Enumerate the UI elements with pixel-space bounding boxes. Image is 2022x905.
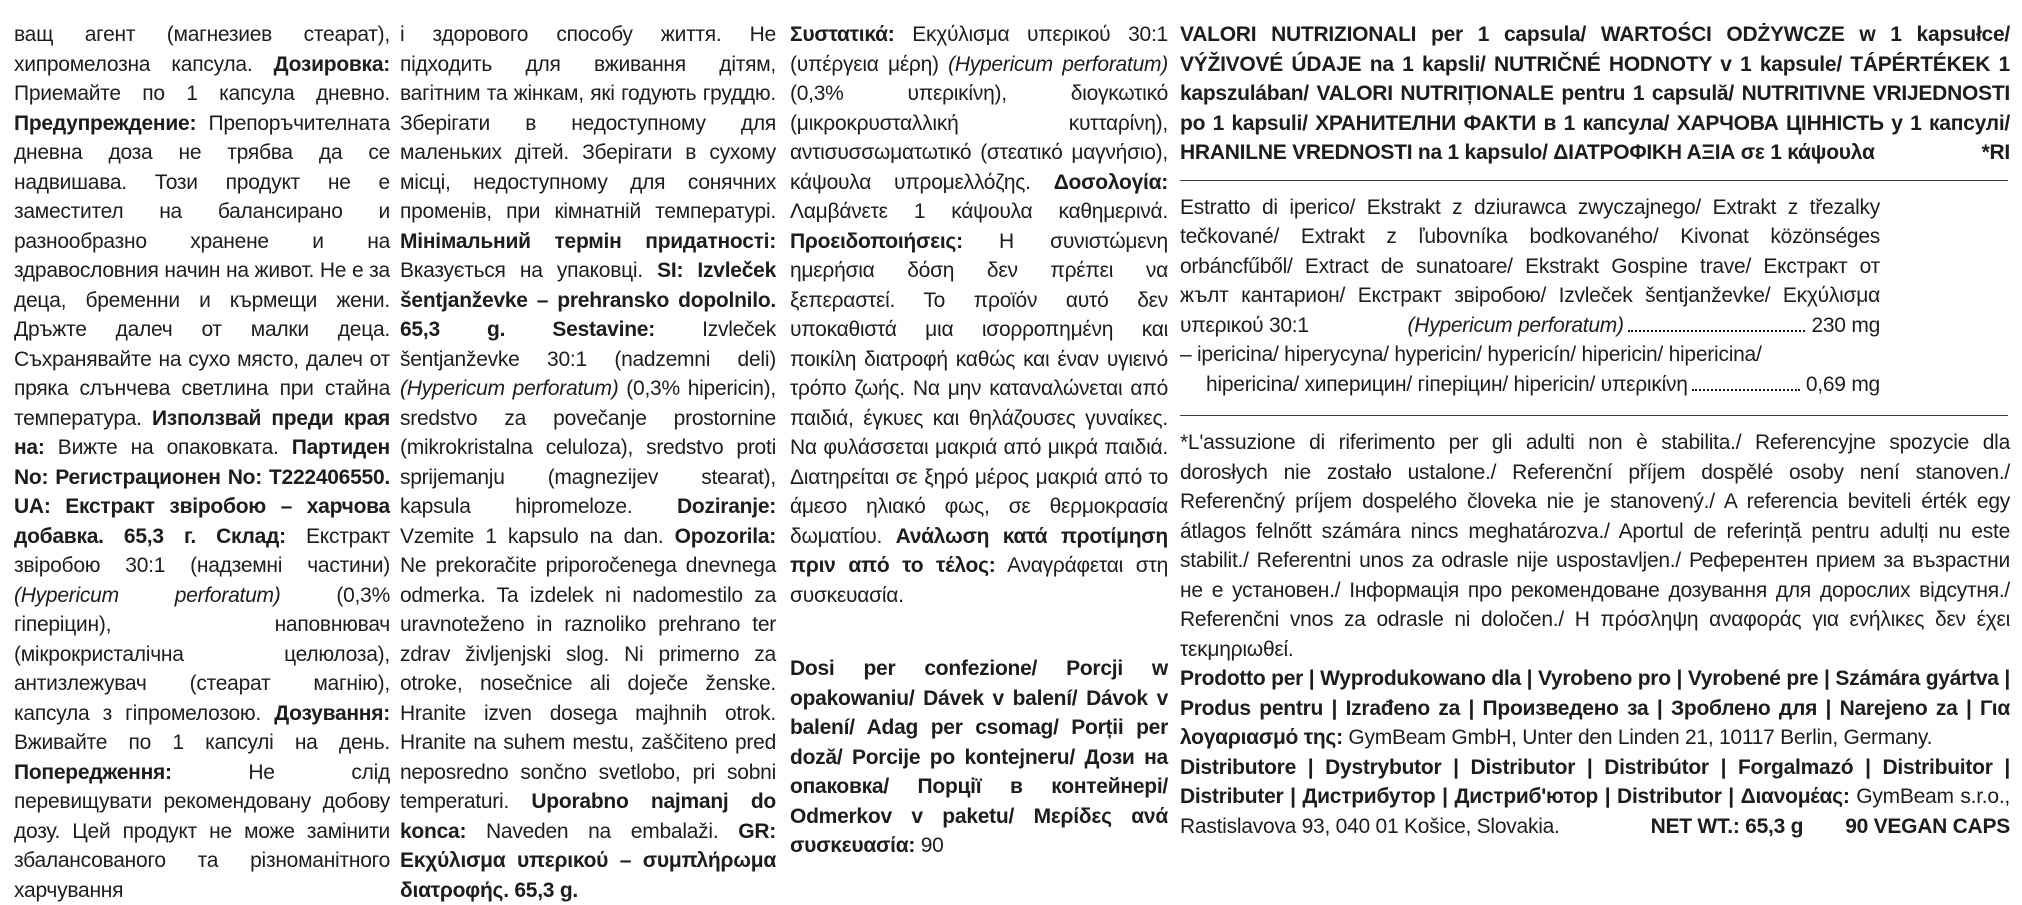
nutrition-table xyxy=(1180,193,1880,400)
leader-dots xyxy=(1628,330,1806,332)
col3a-segment: Συστατικά: xyxy=(790,23,895,46)
column-3-text xyxy=(790,20,1168,610)
distributor-address: GymBeam s.r.o., Rastislavova 93, 040 01 Košice, Slovakia. xyxy=(1180,785,2010,838)
col2-segment: (0,3% hipericin), sredstvo za povečanje prostornine (mikrokristalna celuloza), sredstvo proti sprijemanju (magnezijev stearat), kapsula hipromeloze. xyxy=(400,377,776,518)
col3b-segment: Dosi per confezione/ Porcji w opakowaniu/ Dávek v balení/ Dávok v balení/ Adag per csomag/ Porții per doză/ Porcije po kontejneru/ Дози на опаковка/ Порції в контейнері/ Odmerkov v paketu/ Μερίδες ανά συσκευασία: xyxy=(790,657,1168,857)
col3b-segment: 90 xyxy=(915,834,944,857)
column-ukrainian-slovenian xyxy=(400,20,776,905)
col1-segment: (Hypericum perforatum) xyxy=(14,583,281,607)
distributor-label: Distributore | Dystrybutor | Distributor | Distribútor | Forgalmazó | Distribuitor | Distributer | Дистрибутор | Дистриб'ютор | Distributor | Διανομέας: xyxy=(1180,755,2010,808)
col1-segment: Партиден No: Регистрационен No: T222406550. UA: Екстракт звіробою – харчова добавка. 65,3 г. Склад: xyxy=(14,436,390,548)
hypericin-value-row xyxy=(1180,370,1880,400)
col3a-segment: Εκχύλισμα υπερικού 30:1 (υπέργεια μέρη) xyxy=(790,23,1168,76)
col3a-segment: Ανάλωση κατά προτίμηση πριν από το τέλος: xyxy=(790,524,1168,577)
col2-segment: Ne prekoračite priporočenega dnevnega odmerka. Ta izdelek ni nadomestilo za uravnoteženo in raznoliko prehrano ter zdrav življenjski slog. Ni primerno za otroke, nosečnice ali doječe ženske. Hranite izven dosega majhnih otrok. Hranite na suhem mestu, zaščiteno pred neposredno sončno svetlobo, pri sobni temperaturi. xyxy=(400,554,776,813)
hypericin-row xyxy=(1180,340,1880,370)
col1-segment: Дозировка: xyxy=(273,52,390,76)
col1-segment: ващ агент (магнезиев стеарат), хипромелозна капсула. xyxy=(14,23,390,76)
extract-latin: (Hypericum perforatum) xyxy=(1407,313,1624,337)
col2-segment: Вказується на упаковці. xyxy=(400,259,658,282)
producer-label: Prodotto per | Wyprodukowano dla | Vyrobeno pro | Vyrobené pre | Számára gyártva | Produs pentru | Izrađeno za | Произведено за | Зроблено для | Narejeno za | Για λογαριασμό της: xyxy=(1180,667,2010,749)
col1-segment: Приемайте по 1 капсула дневно. xyxy=(14,82,390,105)
producer-info xyxy=(1180,664,2010,753)
col1-segment: Използвай преди края на: xyxy=(14,406,390,459)
column-2-text xyxy=(400,23,776,902)
hypericin-amount: 0,69 mg xyxy=(1805,372,1880,396)
col1-segment: Вижте на опаковката. xyxy=(44,436,292,459)
col2-segment: Naveden na embalaži. xyxy=(466,819,739,843)
nutrition-header xyxy=(1180,20,2010,168)
reference-intake-label: *RI xyxy=(1981,141,2010,164)
capsule-count: 90 VEGAN CAPS xyxy=(1845,814,2010,838)
col2-segment: (Hypericum perforatum) xyxy=(400,377,619,400)
col3a-segment: Λαμβάνετε 1 κάψουλα καθημερινά. xyxy=(790,200,1168,223)
col3a-segment: Προειδοποιήσεις: xyxy=(790,229,963,253)
divider-top xyxy=(1180,180,2008,181)
col3a-segment: Δοσολογία: xyxy=(1053,170,1168,194)
col1-segment: Дозування: xyxy=(274,701,390,725)
col2-segment: Vzemite 1 kapsulo na dan. xyxy=(400,524,675,548)
producer-address: GymBeam GmbH, Unter den Linden 21, 10117 Berlin, Germany. xyxy=(1342,726,1933,749)
col3a-segment: Αναγράφεται στη συσκευασία. xyxy=(790,554,1168,607)
hypericin-name-2: hipericina/ хиперицин/ гіперіцин/ hipericin/ υπερικίνη xyxy=(1206,372,1688,396)
leader-dots xyxy=(1692,389,1800,391)
col3a-segment: (Hypericum perforatum) xyxy=(948,52,1168,76)
extract-name: Estratto di iperico/ Ekstrakt z dziurawca zwyczajnego/ Extrakt z třezalky tečkované/ Extrakt z ľubovníka bodkovaného/ Kivonat közönséges orbáncfűből/ Extract de sunatoare/ Ekstrakt Gospine trave/ Екстракт от жълт кантарион/ Екстракт звіробою/ Izvleček šentjanževke/ Εκχύλισμα υπερικού 30:1 xyxy=(1180,195,1880,337)
col2-segment: і здорового способу життя. Не підходить для вживання дітям, вагітним та жінкам, які годують груддю. Зберігати в недоступному для маленьких дітей. Зберігати в сухому місці, недоступному для сонячних променів, при кімнатній температурі. xyxy=(400,23,776,223)
col1-segment: Попередження: xyxy=(14,760,172,784)
hypericin-name-1: – ipericina/ hiperycyna/ hypericin/ hypericín/ hipericin/ hipericina/ xyxy=(1180,343,1762,366)
col2-segment: Izvleček šentjanževke 30:1 (nadzemni deli) xyxy=(400,318,776,371)
extract-amount: 230 mg xyxy=(1811,313,1880,337)
column-1-text xyxy=(14,23,390,902)
nutrition-header-text: VALORI NUTRIZIONALI per 1 capsula/ WARTOŚCI ODŻYWCZE w 1 kapsułce/ VÝŽIVOVÉ ÚDAJE na 1 kapsli/ NUTRIČNÉ HODNOTY v 1 kapsule/ TÁPÉRTÉKEK 1 kapszulában/ VALORI NUTRIȚIONALE pentru 1 capsulă/ NUTRITIVNE VRIJEDNOSTI po 1 kapsuli/ ХРАНИТЕЛНИ ФАКТИ в 1 капсула/ ХАРЧОВА ЦІННІСТЬ у 1 капсулі/ HRANILNE VREDNOSTI na 1 kapsulo/ ΔΙΑΤΡΟΦΙΚΗ ΑΞΙΑ σε 1 κάψουλα xyxy=(1180,23,2010,164)
col2-segment: Opozorila: xyxy=(674,524,776,548)
column-nutrition xyxy=(1180,20,2010,841)
divider-bottom xyxy=(1180,415,2008,416)
col1-segment: (0,3% гіперіцин), наповнювач (мікрокристалічна целюлоза), антизлежувач (стеарат магнію), капсула з гіпромелозою. xyxy=(14,583,390,725)
col2-segment: GR: Εκχύλισμα υπερικού – συμπλήρωμα διατροφής. 65,3 g. xyxy=(400,819,776,902)
net-weight: NET WT.: 65,3 g xyxy=(1650,814,1804,838)
col2-segment: Мінімальний термін придатності: xyxy=(400,229,776,253)
reference-note: *L'assuzione di riferimento per gli adulti non è stabilita./ Referencyjne spozycie dla dorosłych nie zostało ustalone./ Referenční příjem dospělé osoby není stanoven./ Referenčný príjem dospelého človeka nie je stanovený./ A referencia beviteli érték egy átlagos felnőtt számára nincs meghatározva./ Aportul de referință pentru adulți nu este stabilit./ Referentni unos za odrasle nije uspostavljen./ Референтен прием за възрастни не е установен./ Інформація про рекомендоване дозування для дорослих відсутня./ Referenčni vnos za odrasle ni določen./ Η πρόσληψη αναφοράς για ενήλικες δεν έχει τεκμηριωθεί. xyxy=(1180,431,2010,661)
col2-segment: SI: Izvleček šentjanževke – prehransko dopolnilo. 65,3 g. Sestavine: xyxy=(400,259,776,341)
col1-segment: Вживайте по 1 капсулі на день. xyxy=(14,731,390,754)
col3a-segment: (0,3% υπερικίνη), διογκωτικό (μικροκρυσταλλική κυτταρίνη), αντισυσσωματωτικό (στεατικό μαγνήσιο), κάψουλα υπρομελλόζης. xyxy=(790,82,1168,194)
col1-segment: Не слід перевищувати рекомендовану добову дозу. Цей продукт не може замінити збалансованого та різноманітного харчування xyxy=(14,760,390,902)
servings-per-container xyxy=(790,654,1168,861)
col2-segment: Uporabno najmanj do konca: xyxy=(400,790,776,843)
spacer xyxy=(790,610,1168,654)
col1-segment: Препоръчителната дневна доза не трябва да се надвишава. Този продукт не е заместител на балансирано и разнообразно хранене и на здравословния начин на живот. Не е за деца, бременни и кърмещи жени. Дръжте далеч от малки деца. Съхранявайте на сухо място, далеч от пряка слънчева светлина при стайна температура. xyxy=(14,111,390,430)
col3a-segment: Η συνιστώμενη ημερήσια δόση δεν πρέπει να ξεπεραστεί. Το προϊόν αυτό δεν υποκαθιστά μια ισορροπημένη και ποικίλη διατροφή καθώς και έναν υγιεινό τρόπο ζωής. Να μην καταναλώνεται από παιδιά, έγκυες και θηλάζουσες γυναίκες. Να φυλάσσεται μακριά από μικρά παιδιά. Διατηρείται σε ξηρό μέρος μακριά από το άμεσο ηλιακό φως, σε θερμοκρασία δωματίου. xyxy=(790,229,1168,548)
column-bulgarian-ukrainian xyxy=(14,20,390,905)
column-greek xyxy=(790,20,1168,861)
col1-segment: Предупреждение: xyxy=(14,111,197,135)
col1-segment: Екстракт звіробою 30:1 (надземні частини) xyxy=(14,524,390,577)
col2-segment: Doziranje: xyxy=(676,495,776,518)
